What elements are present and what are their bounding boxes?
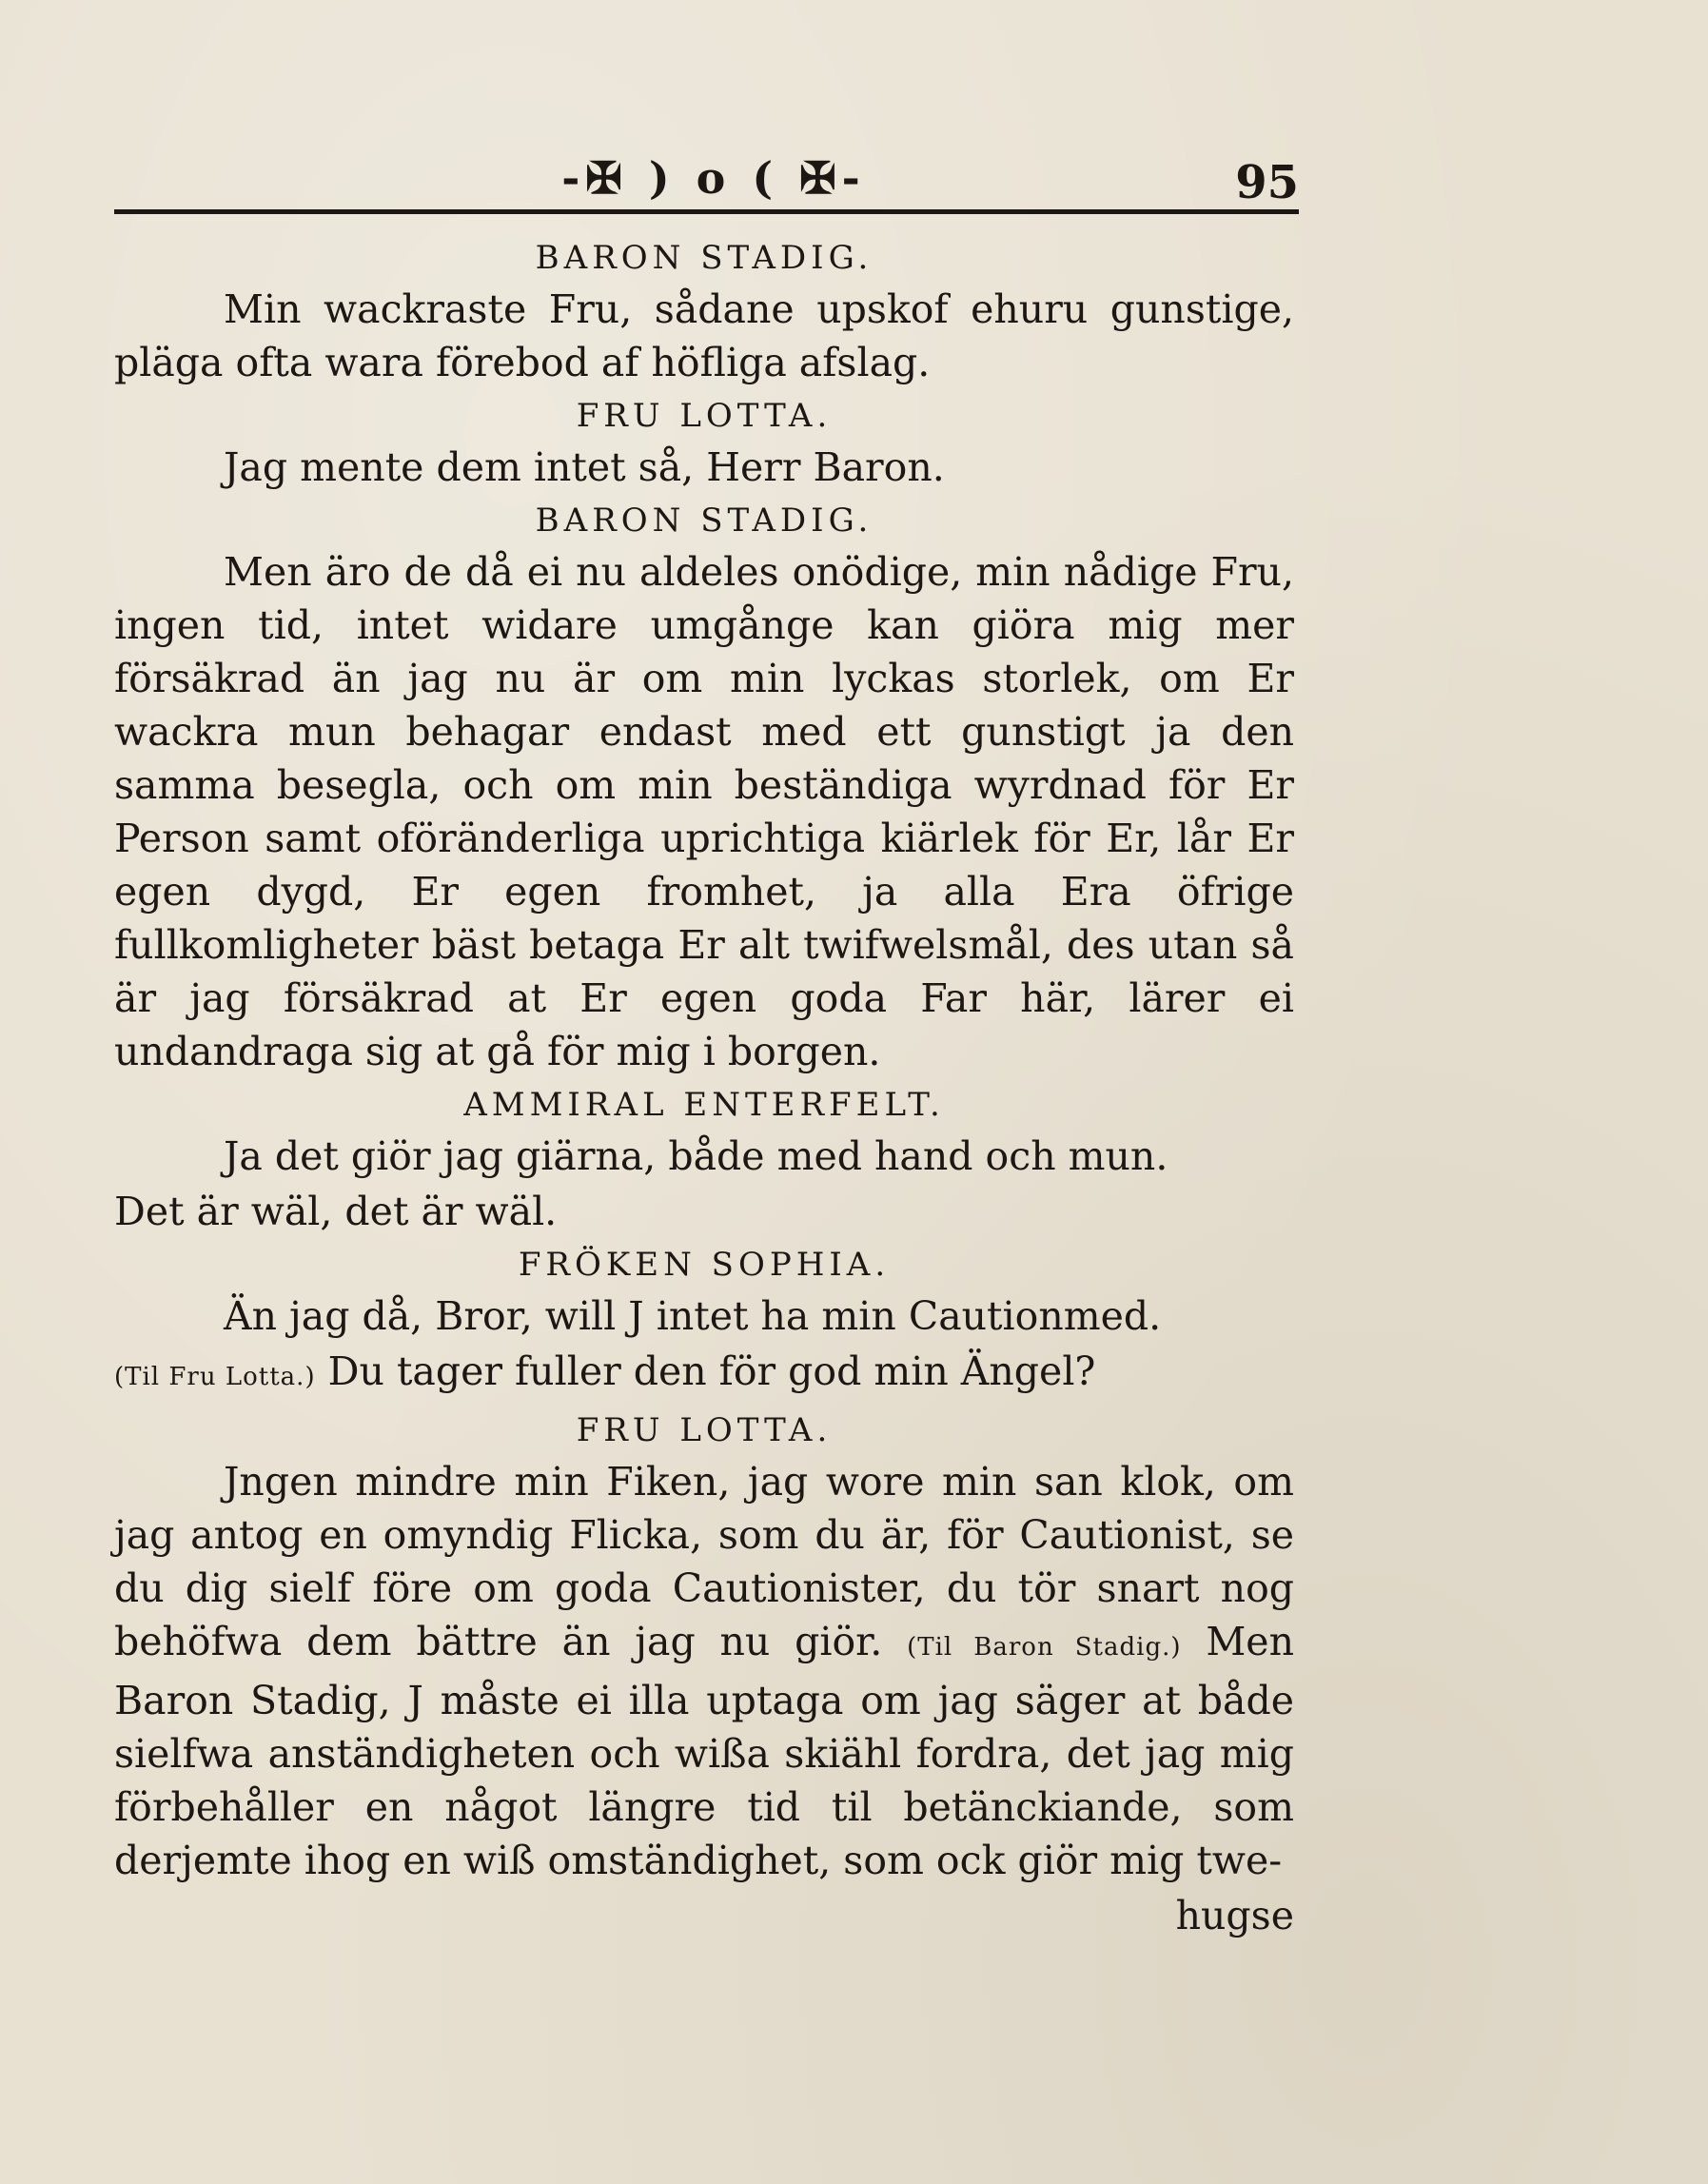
speech-block xyxy=(114,233,1294,389)
speech-line-with-stage xyxy=(114,1455,1294,1887)
speaker-name: FRÖKEN SOPHIA. xyxy=(518,1246,891,1284)
speech-text: Men Baron Stadig, J måste ei illa uptaga om jag säger at både sielfwa anständigheten och wißa skiähl fordra, det jag mig förbehåller en något längre tid til betänckiande, som derjemte ihog en wiß omständighet, som ock giör mig twe- xyxy=(114,1619,1294,1883)
speaker-name: BARON STADIG. xyxy=(535,239,874,277)
speaker-name: FRU LOTTA. xyxy=(576,397,833,435)
speech-line-with-stage xyxy=(114,1345,1294,1404)
speech-line: Det är wäl, det är wäl. xyxy=(114,1189,558,1234)
play-text xyxy=(114,233,1294,1942)
header-rule xyxy=(114,209,1299,214)
speech-line: Min wackraste Fru, sådane upskof ehuru gunstige, pläga ofta wara förebod af höfliga afslag. xyxy=(114,286,1294,385)
catchword: hugse xyxy=(1175,1893,1294,1938)
speech-line: Än jag då, Bror, will J intet ha min Cautionmed. xyxy=(224,1293,1162,1339)
speech-block xyxy=(114,1406,1294,1887)
speech-block xyxy=(114,1240,1294,1404)
speech-line: Ja det giör jag giärna, både med hand och mun. xyxy=(224,1133,1168,1179)
speech-line: Men äro de då ei nu aldeles onödige, min nådige Fru, ingen tid, intet widare umgånge kan giöra mig mer försäkrad än jag nu är om min lyckas storlek, om Er wackra mun behagar endast med ett gunstigt ja den samma besegla, och om min beständiga wyrdnad för Er Person samt oföränderliga uprichtiga kiärlek för Er, lår Er egen dygd, Er egen fromhet, ja alla Era öfrige fullkomligheter bäst betaga Er alt twifwelsmål, des utan så är jag försäkrad at Er egen goda Far här, lärer ei undandraga sig at gå för mig i borgen. xyxy=(114,549,1294,1074)
speech-block xyxy=(114,496,1294,1078)
stage-direction: (Til Fru Lotta.) xyxy=(114,1363,316,1391)
speaker-name: AMMIRAL ENTERFELT. xyxy=(463,1086,945,1124)
stage-direction: (Til Baron Stadig.) xyxy=(907,1633,1182,1662)
speech-line: Jag mente dem intet så, Herr Baron. xyxy=(224,444,945,490)
speech-text: Jngen mindre min Fiken, jag wore min san klok, om jag antog en omyndig Flicka, som du är, för Cautionist, se du dig sielf före om goda Cautionister, du tör snart nog behöfwa dem bättre än jag nu giör. xyxy=(114,1459,1294,1664)
page-number: 95 xyxy=(1235,156,1299,209)
page-header xyxy=(114,152,1299,219)
speaker-name: BARON STADIG. xyxy=(535,502,874,540)
speech-text: Du tager fuller den för god min Ängel? xyxy=(327,1348,1096,1394)
speech-block xyxy=(114,391,1294,494)
speech-block xyxy=(114,1080,1294,1238)
header-ornament: -✠ ) o ( ✠- xyxy=(561,152,866,204)
speaker-name: FRU LOTTA. xyxy=(576,1411,833,1449)
